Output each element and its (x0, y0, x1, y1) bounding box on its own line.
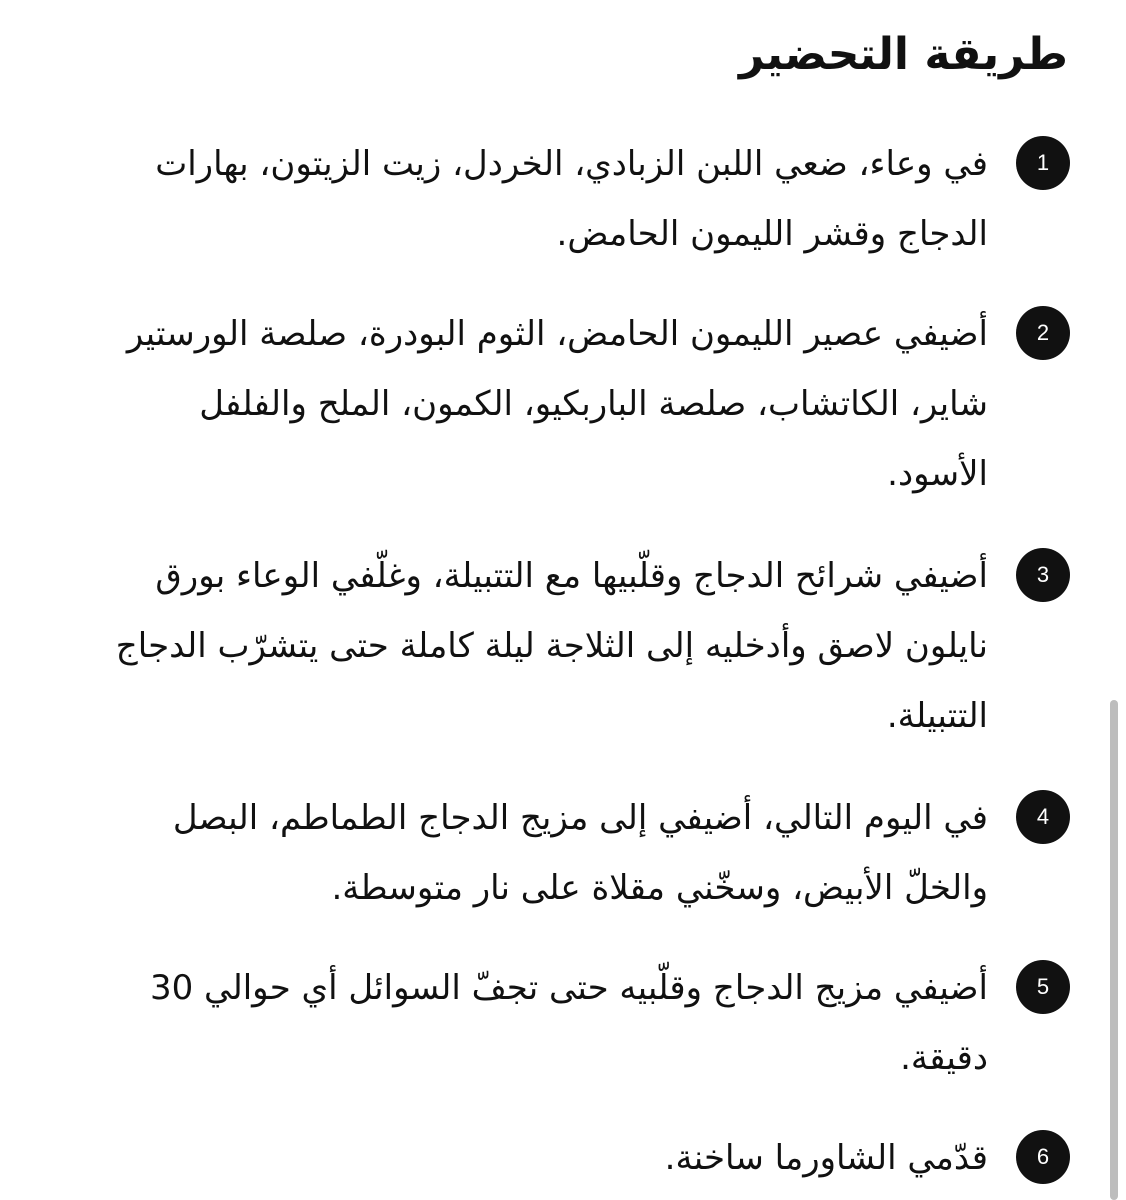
step-number-badge: 1 (1016, 136, 1070, 190)
section-title: طريقة التحضير (739, 29, 1068, 80)
step-text: في اليوم التالي، أضيفي إلى مزيج الدجاج الطماطم، البصل والخلّ الأبيض، وسخّني مقلاة على نار متوسطة. (172, 798, 988, 908)
step-number-badge: 4 (1016, 790, 1070, 844)
step-number-badge: 3 (1016, 548, 1070, 602)
step-number-badge: 6 (1016, 1130, 1070, 1184)
vertical-scrollbar[interactable] (1110, 700, 1118, 1200)
step-text: أضيفي مزيج الدجاج وقلّبيه حتى تجفّ السوائل أي حوالي 30 دقيقة. (149, 968, 988, 1078)
step-number-badge: 5 (1016, 960, 1070, 1014)
step-text: قدّمي الشاورما ساخنة. (664, 1138, 988, 1178)
step-text: في وعاء، ضعي اللبن الزبادي، الخردل، زيت الزيتون، بهارات الدجاج وقشر الليمون الحامض. (155, 144, 988, 254)
step-text: أضيفي عصير الليمون الحامض، الثوم البودرة، صلصة الورستير شاير، الكاتشاب، صلصة الباربكيو، الكمون، الملح والفلفل الأسود. (126, 314, 988, 494)
step-number-badge: 2 (1016, 306, 1070, 360)
step-text: أضيفي شرائح الدجاج وقلّبيها مع التتبيلة، وغلّفي الوعاء بورق نايلون لاصق وأدخليه إلى الثلاجة ليلة كاملة حتى يتشرّب الدجاج التتبيلة. (115, 556, 988, 736)
